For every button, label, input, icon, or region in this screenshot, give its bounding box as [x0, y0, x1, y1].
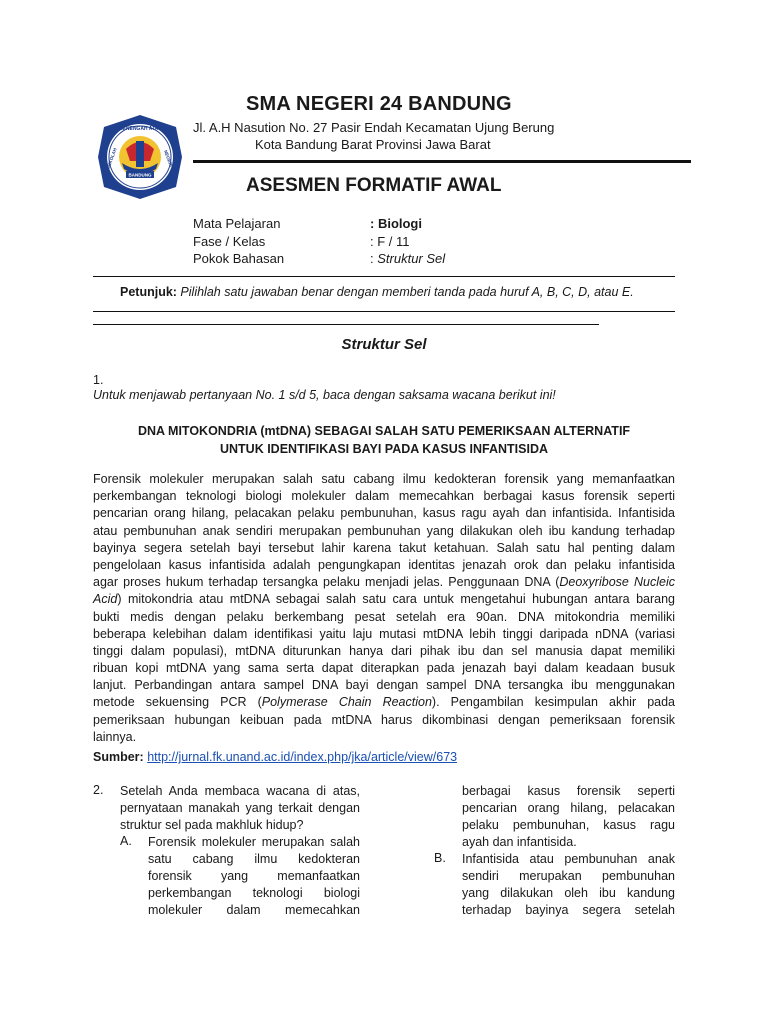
option-b-line: Infantisida atau pembunuhan anak — [462, 852, 675, 866]
passage-line: beberapa kelebihan dalam identifikasi yaitu laju mutasi mtDNA lebih tinggi daripada nDNA (variasi — [93, 626, 675, 641]
instructions-text: Pilihlah satu jawaban benar dengan memberi tanda pada huruf A, B, C, D, atau E. — [176, 285, 634, 299]
option-a-line: pelaku pembunuhan, kasus ragu — [462, 818, 675, 832]
option-b-label[interactable]: B. — [434, 851, 446, 865]
option-a-line: Forensik molekuler merupakan salah — [148, 835, 360, 849]
logo-top-text: MENENGAH ATAS — [118, 126, 162, 132]
option-a-line: forensik yang memanfaatkan — [148, 869, 360, 883]
passage-line: pengelolaan kasus infantisida adalah pengungkapan identitas jenazah orok dan pelaku infantisida — [93, 557, 675, 572]
subject-label: Mata Pelajaran — [193, 216, 281, 231]
divider-1 — [93, 276, 675, 277]
exam-title: ASESMEN FORMATIF AWAL — [246, 175, 502, 196]
option-a-line: berbagai kasus forensik seperti — [462, 784, 675, 798]
option-b-line: yang dilakukan oleh ibu kandung — [462, 886, 675, 900]
passage-italic-acid: Acid — [93, 592, 118, 607]
article-title — [93, 422, 675, 458]
section-title: Struktur Sel — [341, 336, 427, 353]
topic-value: Struktur Sel — [377, 251, 446, 266]
passage-line-14-rest: ). Pengambilan kesimpulan akhir pada — [431, 695, 675, 710]
passage-line: perkembangan teknologi biologi molekuler dalam memecahkan berbagai kasus forensik seperti — [93, 489, 675, 504]
divider-3 — [93, 324, 599, 325]
instructions-label: Petunjuk: — [120, 285, 177, 299]
passage-line: lanjut. Perbandingan antara sampel DNA bayi dengan sampel DNA tersangka ibu menggunakan — [93, 678, 675, 693]
passage-line: bayinya segera setelah bayi tersebut lahir karena takut ketahuan. Salah satu hal penting dalam — [93, 540, 675, 555]
topic-label: Pokok Bahasan — [193, 251, 285, 266]
address-line-2: Kota Bandung Barat Provinsi Jawa Barat — [255, 137, 491, 152]
source — [93, 750, 457, 764]
question-2-number: 2. — [93, 783, 104, 797]
option-a-line: satu cabang ilmu kedokteran — [148, 852, 360, 866]
passage-line-8-rest: ) mitokondria atau mtDNA sebagai salah satu cara untuk mengetahui hubungan antara barang — [117, 592, 675, 607]
topic-prefix: : — [370, 251, 378, 266]
source-link[interactable]: http://jurnal.fk.unand.ac.id/index.php/jka/article/view/673 — [147, 750, 458, 764]
question-1-number: 1. — [93, 373, 104, 387]
option-a-line: pencarian orang hilang, pelacakan — [462, 801, 675, 815]
option-a-label[interactable]: A. — [120, 834, 132, 848]
passage-line: ribuan kopi mtDNA yang sama serta dapat diterapkan pada jenazah bayi dalam keadaan busuk — [93, 661, 675, 676]
passage-line-14-text: metode sekuensing PCR ( — [93, 695, 262, 710]
option-b-line: sendiri merupakan pembunuhan — [462, 869, 675, 883]
passage-italic-dna: Deoxyribose Nucleic — [559, 575, 675, 590]
stem-line: Setelah Anda membaca wacana di atas, — [120, 784, 360, 798]
instructions — [120, 285, 634, 299]
article-title-line-2: UNTUK IDENTIFIKASI BAYI PADA KASUS INFANTISIDA — [219, 442, 549, 456]
option-b-text[interactable] — [462, 851, 675, 919]
subject-value: : Biologi — [370, 216, 422, 231]
passage-line — [93, 694, 675, 711]
logo-right-text: NEGERI — [163, 149, 174, 168]
class-label: Fase / Kelas — [193, 234, 266, 249]
header-divider — [193, 160, 691, 163]
passage-line — [93, 591, 675, 608]
option-a-line: ayah dan infantisida. — [462, 835, 577, 849]
passage-line: pencarian orang hilang, pelacakan pelaku pembunuhan, kasus ragu ayah dan infantisida. Infantisida — [93, 506, 675, 521]
article-title-line-1: DNA MITOKONDRIA (mtDNA) SEBAGAI SALAH SATU PEMERIKSAAN ALTERNATIF — [137, 424, 631, 438]
option-a-line: molekuler dalam memecahkan — [148, 903, 360, 917]
passage-line: atau pembunuhan anak sendiri merupakan pembunuhan yang dilakukan oleh ibu kandung terhadap — [93, 523, 675, 538]
option-a-line: perkembangan teknologi biologi — [148, 886, 360, 900]
stem-line: struktur sel pada makhluk hidup? — [120, 818, 304, 832]
question-1-intro: Untuk menjawab pertanyaan No. 1 s/d 5, baca dengan saksama wacana berikut ini! — [93, 388, 556, 402]
article-passage — [93, 471, 675, 746]
stem-line: pernyataan manakah yang terkait dengan — [120, 801, 360, 815]
logo-left-text: SEKOLAH — [105, 147, 118, 170]
source-label: Sumber: — [93, 750, 144, 764]
option-a-continued[interactable] — [462, 783, 675, 851]
passage-line: pemeriksaan hubungan keibuan pada mtDNA harus dikombinasi dengan pemeriksaan forensik — [93, 712, 675, 727]
topic-value-wrap — [370, 251, 445, 266]
class-value: : F / 11 — [370, 234, 410, 249]
passage-line: Forensik molekuler merupakan salah satu cabang ilmu kedokteran forensik yang memanfaatkan — [93, 472, 675, 486]
divider-2 — [93, 311, 675, 312]
passage-line: lainnya. — [93, 729, 137, 744]
school-name: SMA NEGERI 24 BANDUNG — [246, 93, 512, 115]
passage-line-7-text: agar proses hukum terhadap tersangka pelaku menjadi jelas. Penggunaan DNA ( — [93, 575, 560, 590]
option-b-line: terhadap bayinya segera setelah — [462, 903, 675, 917]
passage-line: bukti medis dengan pelaku berkembang pesat setelah era 90an. DNA mitokondria memiliki — [93, 609, 675, 624]
school-logo-icon — [96, 113, 184, 201]
address-line-1: Jl. A.H Nasution No. 27 Pasir Endah Kecamatan Ujung Berung — [193, 120, 555, 135]
passage-line: tinggi dalam populasi), mtDNA diturunkan hanya dari pihak ibu dan sel manusia dapat memiliki — [93, 643, 675, 658]
passage-line — [93, 574, 675, 591]
option-a-text[interactable] — [148, 834, 360, 919]
logo-bottom-text: BANDUNG — [128, 172, 152, 178]
question-2-stem — [120, 783, 360, 834]
passage-italic-pcr: Polymerase Chain Reaction — [261, 695, 432, 710]
